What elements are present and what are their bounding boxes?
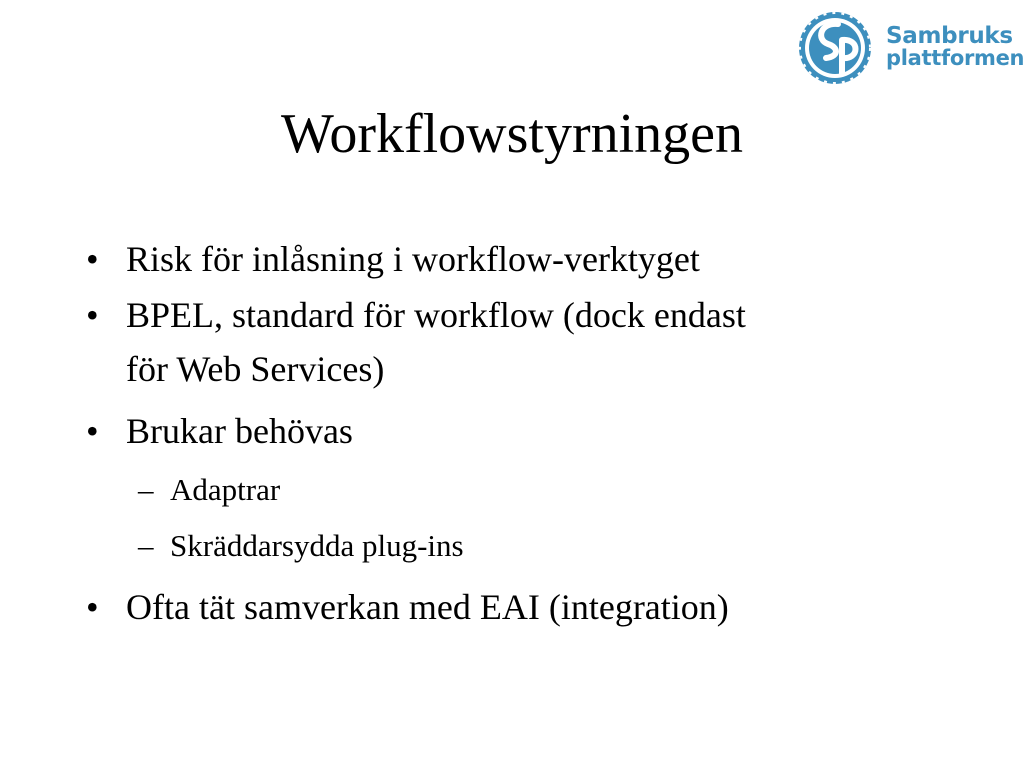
bullet-text-line1: BPEL, standard för workflow (dock endast — [126, 295, 746, 335]
logo-line2: plattformen — [886, 46, 1024, 70]
bullet-item — [86, 404, 966, 458]
bullet-marker: • — [86, 411, 99, 451]
dash-marker: – — [138, 472, 154, 507]
slide-title: Workflowstyrningen — [280, 103, 744, 165]
bullet-text: Risk för inlåsning i workflow-verktyget — [126, 239, 700, 279]
logo-wordmark — [886, 24, 1024, 70]
sambruksplattformen-logo — [798, 10, 1024, 86]
bullet-item — [86, 288, 966, 396]
bullet-marker: • — [86, 295, 99, 335]
sp-emblem-icon — [798, 10, 878, 86]
bullet-item — [86, 580, 966, 634]
sub-bullet-item — [86, 462, 966, 518]
sub-bullet-group — [86, 462, 966, 574]
bullet-list — [86, 232, 966, 634]
bullet-text-line2: för Web Services) — [126, 349, 385, 389]
sub-bullet-text: Skräddarsydda plug-ins — [170, 528, 464, 563]
bullet-item — [86, 232, 966, 286]
sub-bullet-text: Adaptrar — [170, 472, 281, 507]
sub-bullet-list — [86, 462, 966, 574]
bullet-marker: • — [86, 239, 99, 279]
bullet-text: Brukar behövas — [126, 411, 353, 451]
dash-marker: – — [138, 528, 154, 563]
bullet-marker: • — [86, 587, 99, 627]
logo-line1: Sambruks — [886, 23, 1013, 49]
bullet-text: Ofta tät samverkan med EAI (integration) — [126, 587, 729, 627]
sub-bullet-item — [86, 518, 966, 574]
